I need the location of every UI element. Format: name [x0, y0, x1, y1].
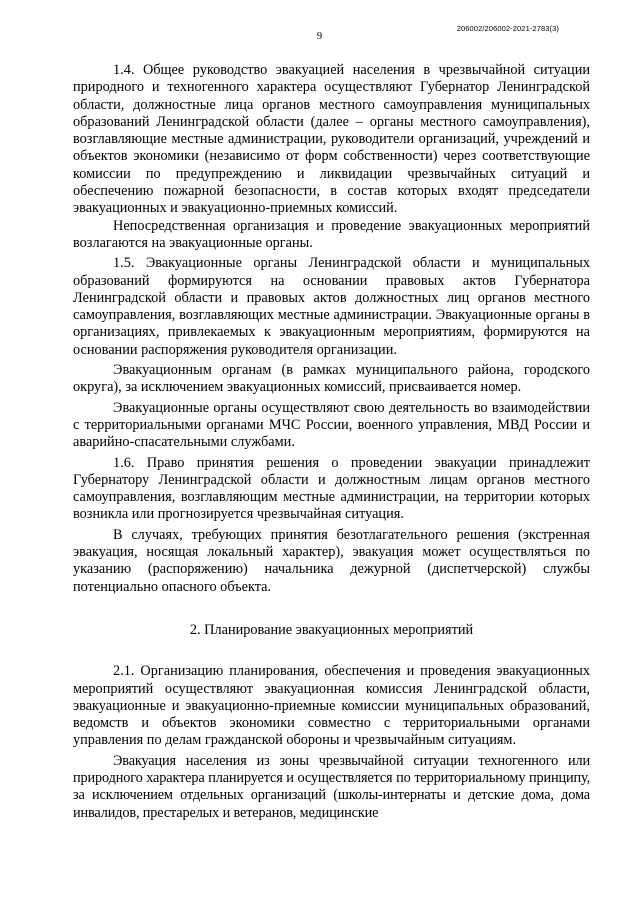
section-heading: 2. Планирование эвакуационных мероприятий	[189, 621, 474, 638]
document-body	[73, 62, 590, 822]
paragraph-territorial-principle: Эвакуация населения из зоны чрезвычайной ситуации техногенного или природного характера планируется и осуществляется по территориальному принципу, за исключением отдельных организаций (школы-интернаты и детские дома, дома инвалидов, престарелых и ветеранов, медицинские	[73, 752, 590, 821]
paragraph-1-4: 1.4. Общее руководство эвакуацией населения в чрезвычайной ситуации природного и техногенного характера осуществляют Губернатор Ленинградской области, должностные лица органов местного самоуправления муниципальных образований Ленинградской области (далее – органы местного самоуправления), возглавляющие местные администрации, руководители организаций, учреждений и объектов экономики (независимо от форм собственности) через соответствующие комиссии по предупреждению и ликвидации чрезвычайных ситуаций и обеспечению пожарной безопасности, в состав которых входят председатели эвакуационных и эвакуационно-приемных комиссий.	[73, 62, 590, 217]
paragraph-direct-organization: Непосредственная организация и проведение эвакуационных мероприятий возлагаются на эвакуационные органы.	[73, 217, 590, 251]
paragraph-interaction: Эвакуационные органы осуществляют свою деятельность во взаимодействии с территориальными органами МЧС России, военного управления, МВД России и аварийно-спасательными службами.	[73, 399, 590, 451]
page-number: 9	[316, 31, 323, 42]
paragraph-2-1: 2.1. Организацию планирования, обеспечения и проведения эвакуационных мероприятий осуществляют эвакуационная комиссия Ленинградской области, эвакуационные и эвакуационно-приемные комиссии муниципальных образований, ведомств и объектов экономики совместно с территориальными органами управления по делам гражданской обороны и чрезвычайным ситуациям.	[73, 663, 590, 749]
paragraph-emergency-evacuation: В случаях, требующих принятия безотлагательного решения (экстренная эвакуация, носящая локальный характер), эвакуация может осуществляться по указанию (распоряжению) начальника дежурной (диспетчерской) службы потенциально опасного объекта.	[73, 526, 590, 595]
paragraph-1-5: 1.5. Эвакуационные органы Ленинградской области и муниципальных образований формируются на основании правовых актов Губернатора Ленинградской области и правовых актов должностных лиц органов местного самоуправления, возглавляющих местные администрации. Эвакуационные органы в организациях, привлекаемых к эвакуационным мероприятиям, формируются на основании распоряжения руководителя организации.	[73, 255, 590, 358]
document-registration-number: 206002/206002-2021-2783(3)	[456, 24, 559, 33]
paragraph-1-6: 1.6. Право принятия решения о проведении эвакуации принадлежит Губернатору Ленинградской области и должностным лицам органов местного самоуправления, возглавляющим местные администрации, на территории которых возникла или прогнозируется чрезвычайная ситуация.	[73, 454, 590, 523]
paragraph-numbering: Эвакуационным органам (в рамках муниципального района, городского округа), за исключением эвакуационных комиссий, присваивается номер.	[73, 362, 590, 396]
